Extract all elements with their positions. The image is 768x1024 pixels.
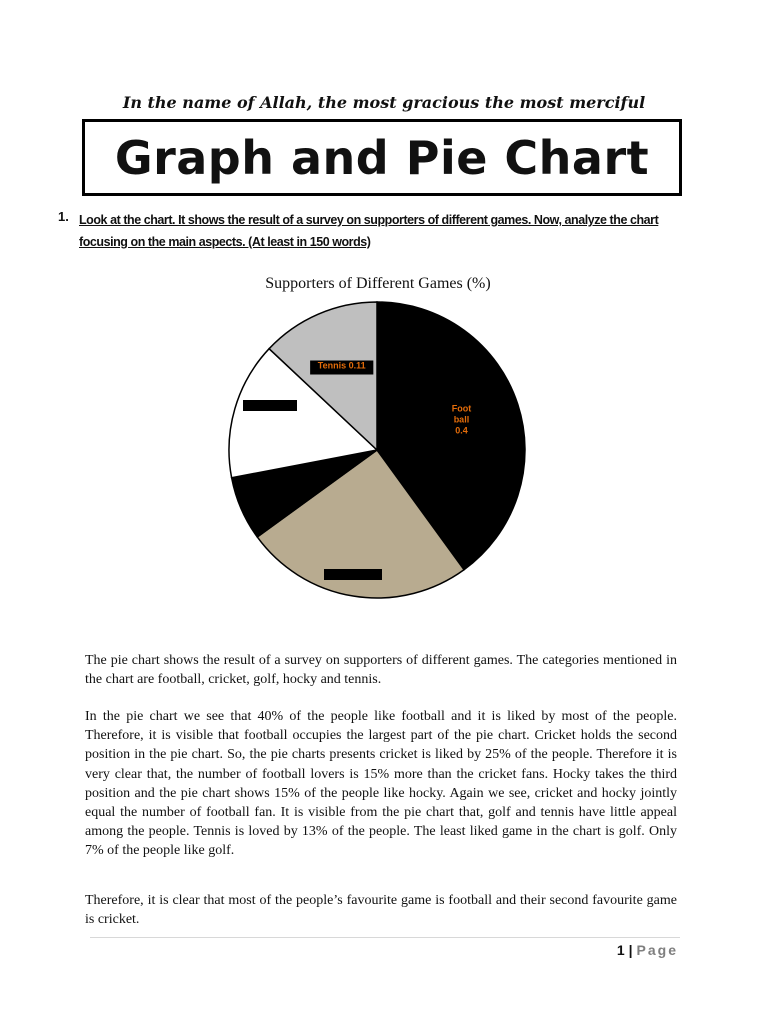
question-number: 1.	[58, 209, 69, 224]
bismillah-heading: In the name of Allah, the most gracious the most merciful	[122, 93, 646, 112]
footer-divider	[90, 937, 680, 938]
paragraph-conclusion: Therefore, it is clear that most of the people’s favourite game is football and their second favourite game is cricket.	[85, 893, 677, 928]
slice-label: Foot	[451, 403, 472, 414]
footer-separator: |	[628, 942, 633, 958]
title-box	[82, 119, 682, 196]
page-number: 1	[616, 942, 625, 958]
paragraph-body: In the pie chart we see that 40% of the people like football and it is liked by most of the people. Therefore, it is visible that football occupies the largest part of the pie chart. Cricket holds the second position in the pie chart. So, the pie charts presents cricket is liked by 25% of the people. Therefore it is very clear that, the number of football lovers is 15% more than the cricket fans. Hocky takes the third position and the pie chart shows 15% of the people like hocky. Again we see, cricket and hocky jointly equal the number of football fan. It is visible from the pie chart that, golf and tennis have little appeal among the people. Tennis is loved by 13% of the people. The least liked game in the chart is golf. Only 7% of the people like golf.	[85, 709, 677, 859]
redaction-bar	[243, 400, 297, 411]
pie-chart	[200, 268, 540, 608]
question-text: Look at the chart. It shows the result of a survey on supporters of different games. Now, analyze the chart focusing on the main aspects. (At least in 150 words)	[79, 213, 659, 249]
page-footer	[617, 942, 678, 958]
slice-label: ball	[453, 414, 470, 425]
pie-slices	[229, 302, 525, 598]
page-title: Graph and Pie Chart	[114, 130, 650, 185]
page-label: Page	[636, 942, 678, 958]
paragraph-intro: The pie chart shows the result of a survey on supporters of different games. The categories mentioned in the chart are football, cricket, golf, hocky and tennis.	[85, 653, 677, 688]
slice-label: Tennis 0.11	[317, 360, 366, 371]
redaction-bar	[324, 569, 382, 580]
chart-title: Supporters of Different Games (%)	[265, 275, 491, 292]
slice-label: 0.4	[455, 425, 468, 436]
